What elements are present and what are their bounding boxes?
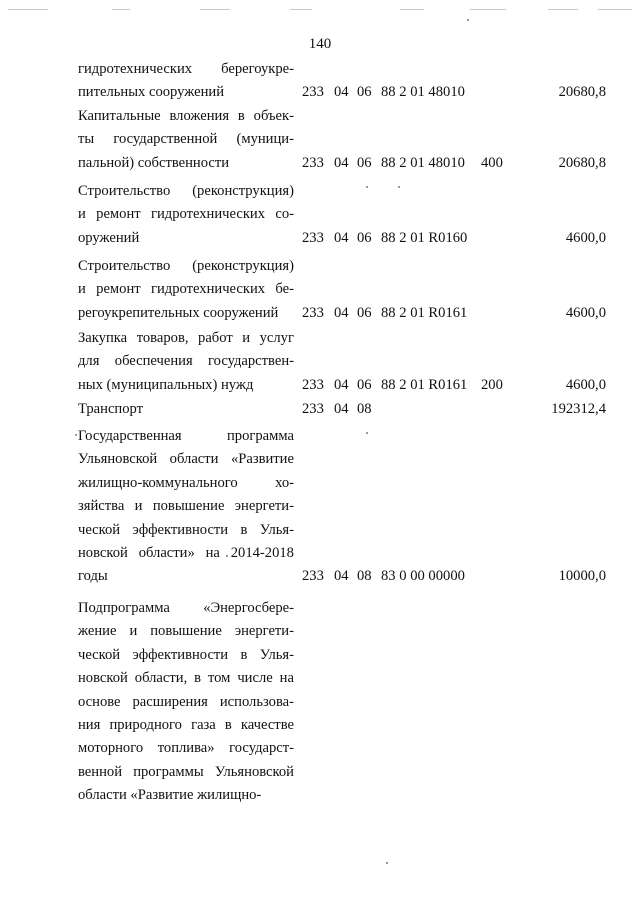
scan-speck <box>366 186 368 188</box>
description-word: на <box>279 670 294 687</box>
page-number: 140 <box>308 36 332 52</box>
description-word: и <box>242 330 251 346</box>
description-word: топлива» <box>157 740 215 757</box>
description-line <box>78 737 294 760</box>
description-word: в <box>240 521 248 538</box>
description-word: обеспечения <box>114 353 193 370</box>
subsection-code: 08 <box>357 568 372 585</box>
description-word: повышение <box>150 623 222 640</box>
section-code: 04 <box>334 84 349 101</box>
target-article: 88 2 01 R0161 <box>381 304 468 321</box>
amount: 4600,0 <box>565 376 606 393</box>
scan-artifact <box>290 9 312 10</box>
description-word: ческой <box>78 521 121 538</box>
section-code: 04 <box>334 229 349 246</box>
description-word: Улья- <box>259 521 294 538</box>
section-code: 04 <box>334 568 349 585</box>
description-word: венной <box>78 763 123 780</box>
description-word: и <box>134 498 143 515</box>
row-description <box>78 105 294 175</box>
subsection-code: 06 <box>357 304 372 321</box>
description-word: ремонт <box>96 206 141 223</box>
scan-artifact <box>598 9 632 10</box>
description-line <box>78 278 294 301</box>
description-word: ческой <box>78 646 121 663</box>
description-line <box>78 448 294 471</box>
description-word: «Развитие <box>230 451 294 468</box>
description-word: зяйства <box>78 498 125 515</box>
section-code: 04 <box>334 401 349 417</box>
subsection-code: 08 <box>357 401 372 417</box>
amount: 20680,8 <box>558 154 606 171</box>
description-word: Ульяновской <box>78 451 158 468</box>
description-line <box>78 327 294 350</box>
description-line <box>78 472 294 495</box>
description-line <box>78 180 294 203</box>
description-line <box>78 350 294 373</box>
description-word: для <box>78 353 100 370</box>
description-line <box>78 255 294 278</box>
description-word: и <box>78 281 86 298</box>
description-word: природного <box>109 716 182 733</box>
scan-speck <box>75 434 77 436</box>
description-word: жение <box>78 623 117 640</box>
target-article: 88 2 01 R0160 <box>381 229 468 246</box>
description-word: расширения <box>132 693 208 710</box>
description-line <box>78 761 294 784</box>
scan-artifact <box>8 9 48 10</box>
amount: 192312,4 <box>551 401 606 417</box>
target-article: 88 2 01 R0161 <box>381 376 468 393</box>
description-word: «Энергосбере- <box>203 600 294 616</box>
ministry-code: 233 <box>302 154 324 171</box>
ministry-code: 233 <box>302 304 324 321</box>
section-code: 04 <box>334 304 349 321</box>
description-word: качестве <box>240 716 294 733</box>
description-line <box>78 425 294 448</box>
description-word: числе <box>237 670 273 687</box>
ministry-code: 233 <box>302 376 324 393</box>
description-line <box>78 58 294 81</box>
scan-speck <box>467 19 469 21</box>
description-word: Государственная <box>78 428 182 444</box>
description-line <box>78 519 294 542</box>
description-line <box>78 691 294 714</box>
description-line <box>78 203 294 226</box>
scan-artifact <box>112 9 130 10</box>
description-word: Строительство <box>78 183 171 199</box>
description-line: оружений <box>78 229 140 246</box>
ministry-code: 233 <box>302 229 324 246</box>
description-line: годы <box>78 568 108 585</box>
target-article: 88 2 01 48010 <box>381 84 465 101</box>
scan-artifact <box>400 9 424 10</box>
description-line: Транспорт <box>78 401 144 417</box>
description-line <box>78 128 294 151</box>
description-word: гидротехнических <box>150 206 266 223</box>
scan-artifact <box>200 9 230 10</box>
subsection-code: 06 <box>357 84 372 101</box>
description-line <box>78 667 294 690</box>
ministry-code: 233 <box>302 401 324 417</box>
description-word: программы <box>133 763 204 780</box>
description-word: государст- <box>229 740 294 757</box>
amount: 20680,8 <box>558 84 606 101</box>
description-word: работ <box>198 330 233 346</box>
subsection-code: 06 <box>357 229 372 246</box>
description-word: области <box>169 451 219 468</box>
description-word: 2014-2018 <box>230 544 294 561</box>
description-word: гидротехнических <box>78 61 193 77</box>
ministry-code: 233 <box>302 84 324 101</box>
description-line <box>78 597 294 620</box>
row-description <box>78 58 294 105</box>
description-word: (реконструкция) <box>192 183 294 199</box>
description-word: Подпрограмма <box>78 600 170 616</box>
description-word: ния <box>78 716 101 733</box>
description-line: области «Развитие жилищно- <box>78 787 262 804</box>
expense-type: 400 <box>481 154 503 171</box>
description-word: Капитальные <box>78 108 161 124</box>
description-word: том <box>207 670 231 687</box>
description-word: области» <box>138 544 195 561</box>
description-word: ремонт <box>96 281 141 298</box>
row-description <box>78 398 294 421</box>
amount: 10000,0 <box>558 568 606 585</box>
description-word: области, <box>134 670 188 687</box>
description-word: энергети- <box>234 498 294 515</box>
description-word: и <box>78 206 86 223</box>
amount: 4600,0 <box>565 304 606 321</box>
row-description <box>78 180 294 250</box>
description-word: (муници- <box>236 131 294 148</box>
description-word: в <box>194 670 202 687</box>
description-word: товаров, <box>136 330 189 346</box>
description-word: гидротехнических <box>151 281 266 298</box>
description-word: жилищно-коммунального <box>78 474 238 491</box>
description-word: Улья- <box>259 646 294 663</box>
ministry-code: 233 <box>302 568 324 585</box>
description-word: энергети- <box>234 623 294 640</box>
description-word: в <box>240 646 248 663</box>
description-word: государствен- <box>208 353 294 370</box>
description-word: хо- <box>275 474 294 491</box>
description-word: государственной <box>113 131 218 148</box>
description-word: на <box>205 544 220 561</box>
scan-speck <box>386 862 388 864</box>
description-word: моторного <box>78 740 144 757</box>
description-word: ты <box>78 131 95 148</box>
description-word: новской <box>78 544 128 561</box>
description-word: берегоукре- <box>221 61 294 77</box>
description-line <box>78 542 294 565</box>
scan-artifact <box>470 9 506 10</box>
scan-speck <box>398 186 400 188</box>
section-code: 04 <box>334 376 349 393</box>
scan-artifact <box>548 9 578 10</box>
description-word: Строительство <box>78 258 171 274</box>
description-line: пальной) собственности <box>78 154 230 171</box>
description-line <box>78 644 294 667</box>
row-description <box>78 425 294 589</box>
description-line <box>78 714 294 737</box>
description-line: регоукрепительных сооружений <box>78 304 279 321</box>
description-word: эффективности <box>132 521 229 538</box>
description-word: (реконструкция) <box>192 258 294 274</box>
section-code: 04 <box>334 154 349 171</box>
description-word: Закупка <box>78 330 128 346</box>
description-word: и <box>129 623 138 640</box>
description-line: ных (муниципальных) нужд <box>78 376 254 393</box>
description-word: газа <box>191 716 216 733</box>
description-line: пительных сооружений <box>78 84 225 101</box>
description-word: новской <box>78 670 128 687</box>
description-word: бе- <box>275 281 294 298</box>
description-line <box>78 620 294 643</box>
row-description <box>78 327 294 397</box>
description-line <box>78 495 294 518</box>
description-word: Ульяновской <box>214 763 294 780</box>
description-word: программа <box>226 428 294 444</box>
description-line <box>78 105 294 128</box>
description-word: услуг <box>259 330 294 346</box>
row-description <box>78 597 294 808</box>
scan-speck <box>366 432 368 434</box>
description-word: эффективности <box>132 646 229 663</box>
target-article: 88 2 01 48010 <box>381 154 465 171</box>
subsection-code: 06 <box>357 154 372 171</box>
expense-type: 200 <box>481 376 503 393</box>
amount: 4600,0 <box>565 229 606 246</box>
description-word: повышение <box>152 498 225 515</box>
description-word: со- <box>275 206 294 223</box>
target-article: 83 0 00 00000 <box>381 568 465 585</box>
description-word: использова- <box>219 693 294 710</box>
description-word: объек- <box>253 108 294 124</box>
subsection-code: 06 <box>357 376 372 393</box>
description-word: основе <box>78 693 121 710</box>
description-word: в <box>237 108 245 124</box>
row-description <box>78 255 294 325</box>
description-word: вложения <box>169 108 230 124</box>
description-word: в <box>224 716 232 733</box>
